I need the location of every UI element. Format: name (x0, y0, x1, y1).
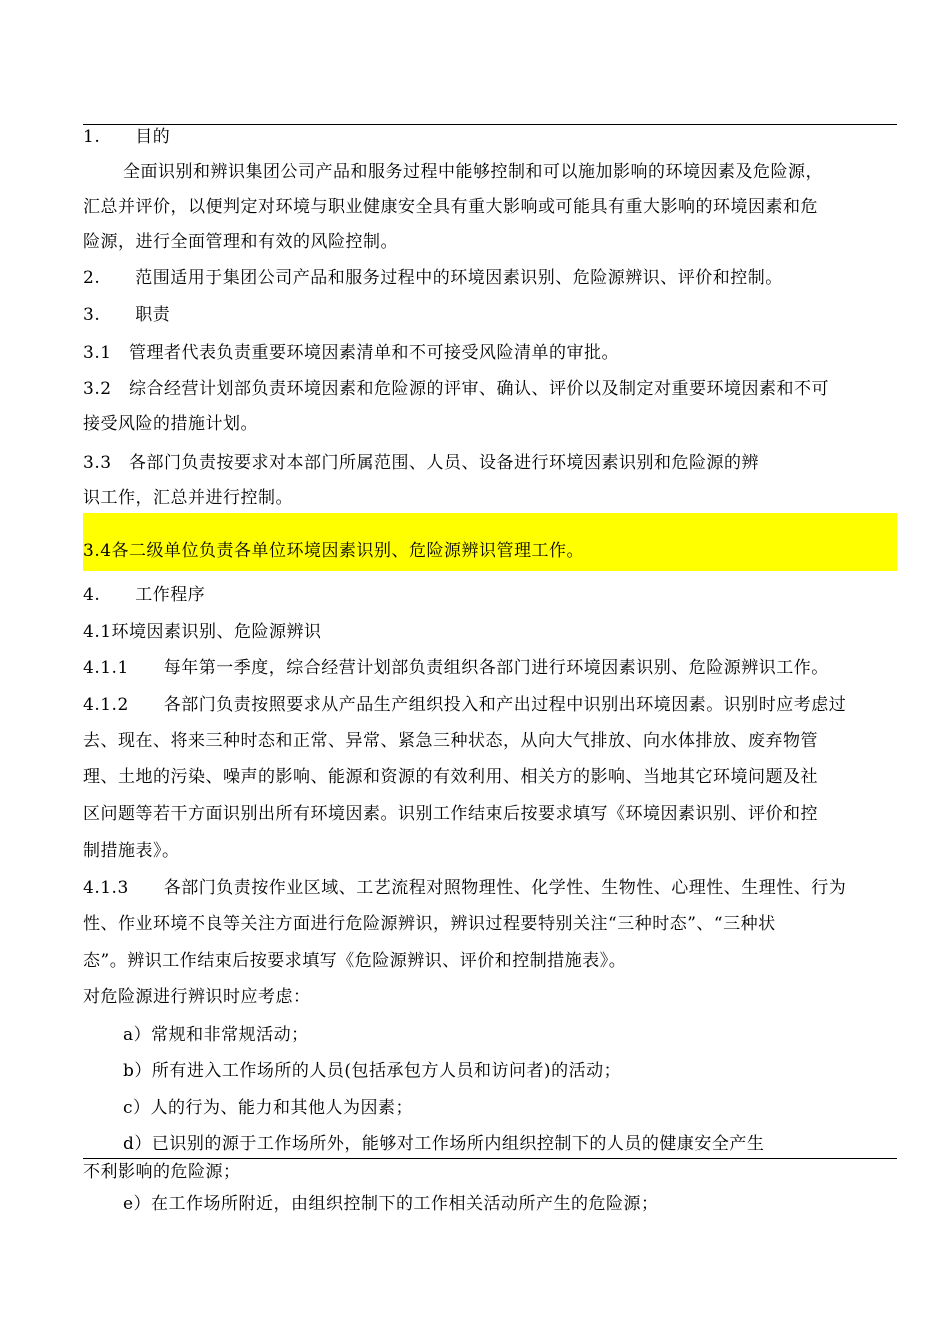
section-1-heading: 1. 目的 (83, 127, 171, 147)
section-4-1: 4.1环境因素识别、危险源辨识 (83, 622, 322, 642)
section-2-scope: 2. 范围适用于集团公司产品和服务过程中的环境因素识别、危险源辨识、评价和控制。 (83, 268, 783, 288)
section-4-1-2-cont: 去、现在、将来三种时态和正常、异常、紧急三种状态，从向大气排放、向水体排放、废弃物管 (83, 731, 818, 751)
section-4-1-2-cont: 制措施表》。 (83, 841, 180, 861)
list-item-e: e）在工作场所附近，由组织控制下的工作相关活动所产生的危险源； (123, 1194, 659, 1214)
list-item-d-cont: 不利影响的危险源； (83, 1162, 241, 1182)
section-1-paragraph-line: 汇总并评价，以便判定对环境与职业健康安全具有重大影响或可能具有重大影响的环境因素和危 (83, 197, 818, 217)
section-4-heading: 4. 工作程序 (83, 585, 206, 605)
list-item-c: c）人的行为、能力和其他人为因素； (123, 1098, 414, 1118)
section-4-1-3-cont: 态”。辨识工作结束后按要求填写《危险源辨识、评价和控制措施表》。 (83, 951, 627, 971)
list-item-b: b）所有进入工作场所的人员(包括承包方人员和访问者)的活动； (123, 1061, 622, 1081)
list-item-d: d）已识别的源于工作场所外，能够对工作场所内组织控制下的人员的健康安全产生 (123, 1134, 765, 1154)
section-4-1-2-cont: 理、土地的污染、噪声的影响、能源和资源的有效利用、相关方的影响、当地其它环境问题及社 (83, 767, 818, 787)
section-4-1-1: 4.1.1 每年第一季度，综合经营计划部负责组织各部门进行环境因素识别、危险源辨识工作。 (83, 658, 829, 678)
section-3-2-cont: 接受风险的措施计划。 (83, 414, 258, 434)
section-4-1-3-cont: 性、作业环境不良等关注方面进行危险源辨识，辨识过程要特别关注“三种时态”、“三种状 (83, 914, 776, 934)
section-1-paragraph-line: 全面识别和辨识集团公司产品和服务过程中能够控制和可以施加影响的环境因素及危险源， (123, 162, 823, 182)
consider-intro: 对危险源进行辨识时应考虑： (83, 987, 311, 1007)
section-3-3-cont: 识工作，汇总并进行控制。 (83, 488, 293, 508)
section-3-heading: 3. 职责 (83, 305, 171, 325)
section-3-2: 3.2 综合经营计划部负责环境因素和危险源的评审、确认、评价以及制定对重要环境因素和不可 (83, 379, 830, 399)
page-break-rule (83, 1158, 897, 1159)
section-3-1: 3.1 管理者代表负责重要环境因素清单和不可接受风险清单的审批。 (83, 343, 620, 363)
section-3-4-highlighted: 3.4各二级单位负责各单位环境因素识别、危险源辨识管理工作。 (83, 541, 585, 561)
section-4-1-2: 4.1.2 各部门负责按照要求从产品生产组织投入和产出过程中识别出环境因素。识别时应考虑过 (83, 695, 847, 715)
list-item-a: a）常规和非常规活动； (123, 1025, 309, 1045)
section-3-3: 3.3 各部门负责按要求对本部门所属范围、人员、设备进行环境因素识别和危险源的辨 (83, 453, 760, 473)
section-1-paragraph-line: 险源，进行全面管理和有效的风险控制。 (83, 232, 398, 252)
header-rule (83, 124, 897, 125)
section-4-1-3: 4.1.3 各部门负责按作业区域、工艺流程对照物理性、化学性、生物性、心理性、生理性、行为 (83, 878, 847, 898)
section-4-1-2-cont: 区问题等若干方面识别出所有环境因素。识别工作结束后按要求填写《环境因素识别、评价和控 (83, 804, 818, 824)
